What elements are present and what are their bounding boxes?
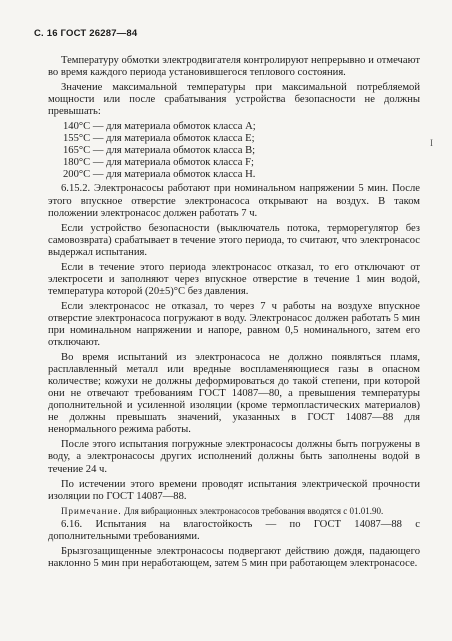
paragraph-after-test: После этого испытания погружные электронасосы должны быть погружены в воду, а электронасосы других исполнений должны быть заполнены водой в течение 24 ч. bbox=[48, 439, 420, 475]
paragraph-during-tests: Во время испытаний из электронасоса не должно появляться пламя, расплавленный металл или вредные воспламеняющиеся газы в опасном количестве; кожухи не должны деформироваться до такой степени, при которой они не отвечают требованиям ГОСТ 14087—80, а превышения температуры дополнительной и усиленной изоляции (кроме термопластических материалов) не должны превышать значений, указанных в ГОСТ 14087—88 для ненормального режима работы. bbox=[48, 352, 420, 436]
temperature-item: 180°С — для материала обмоток класса F; bbox=[63, 157, 254, 169]
paragraph-safety-device: Если устройство безопасности (выключатель потока, терморегулятор без самовозврата) срабатывает в течение этого периода, то считают, что электронасос выдержал испытания. bbox=[48, 222, 420, 258]
document-body bbox=[48, 55, 420, 573]
paragraph-max-temperature: Значение максимальной температуры при максимальной потребляемой мощности или после срабатывания устройства безопасности не должны превышать: bbox=[48, 82, 420, 118]
paragraph-6-15-2: 6.15.2. Электронасосы работают при номинальном напряжении 5 мин. После этого впускное отверстие электронасоса открывают на воздух. В таком положении электронасос должен работать 7 ч. bbox=[48, 183, 420, 219]
paragraph-no-failure: Если электронасос не отказал, то через 7 ч работы на воздухе впускное отверстие электронасоса погружают в воду. Электронасос должен работать 5 мин при номинальном напряжении и напоре, равном 0,5 номинального, затем его отключают. bbox=[48, 300, 420, 349]
temperature-item: 140°С — для материала обмоток класса А; bbox=[63, 121, 256, 133]
paragraph-splash-proof: Брызгозащищенные электронасосы подвергают действию дождя, падающего наклонно 5 мин при неработающем, затем 5 мин при работающем электронасосе. bbox=[48, 546, 420, 570]
paragraph-6-16: 6.16. Испытания на влагостойкость — по ГОСТ 14087—88 с дополнительными требованиями. bbox=[48, 519, 420, 543]
paragraph-winding-temperature: Температуру обмотки электродвигателя контролируют непрерывно и отмечают во время каждого периода установившегося теплового состояния. bbox=[48, 55, 420, 79]
note-label: Примечание. bbox=[61, 505, 122, 516]
note bbox=[48, 506, 420, 517]
temperature-item: 165°С — для материала обмоток класса В; bbox=[63, 145, 256, 157]
temperature-item: 155°С — для материала обмоток класса Е; bbox=[63, 133, 255, 145]
paragraph-dielectric-test: По истечении этого времени проводят испытания электрической прочности изоляции по ГОСТ 14087—88. bbox=[48, 478, 420, 502]
margin-mark: I bbox=[430, 138, 433, 148]
note-text: Для вибрационных электронасосов требования вводятся с 01.01.90. bbox=[123, 505, 384, 516]
page-header: С. 16 ГОСТ 26287—84 bbox=[34, 28, 138, 39]
temperature-list bbox=[48, 121, 420, 181]
paragraph-failure: Если в течение этого периода электронасос отказал, то его отключают от электросети и заполняют через впускное отверстие в течение 1 мин водой, температура которой (20±5)°С без давления. bbox=[48, 261, 420, 297]
temperature-item: 200°С — для материала обмоток класса Н. bbox=[63, 169, 256, 181]
